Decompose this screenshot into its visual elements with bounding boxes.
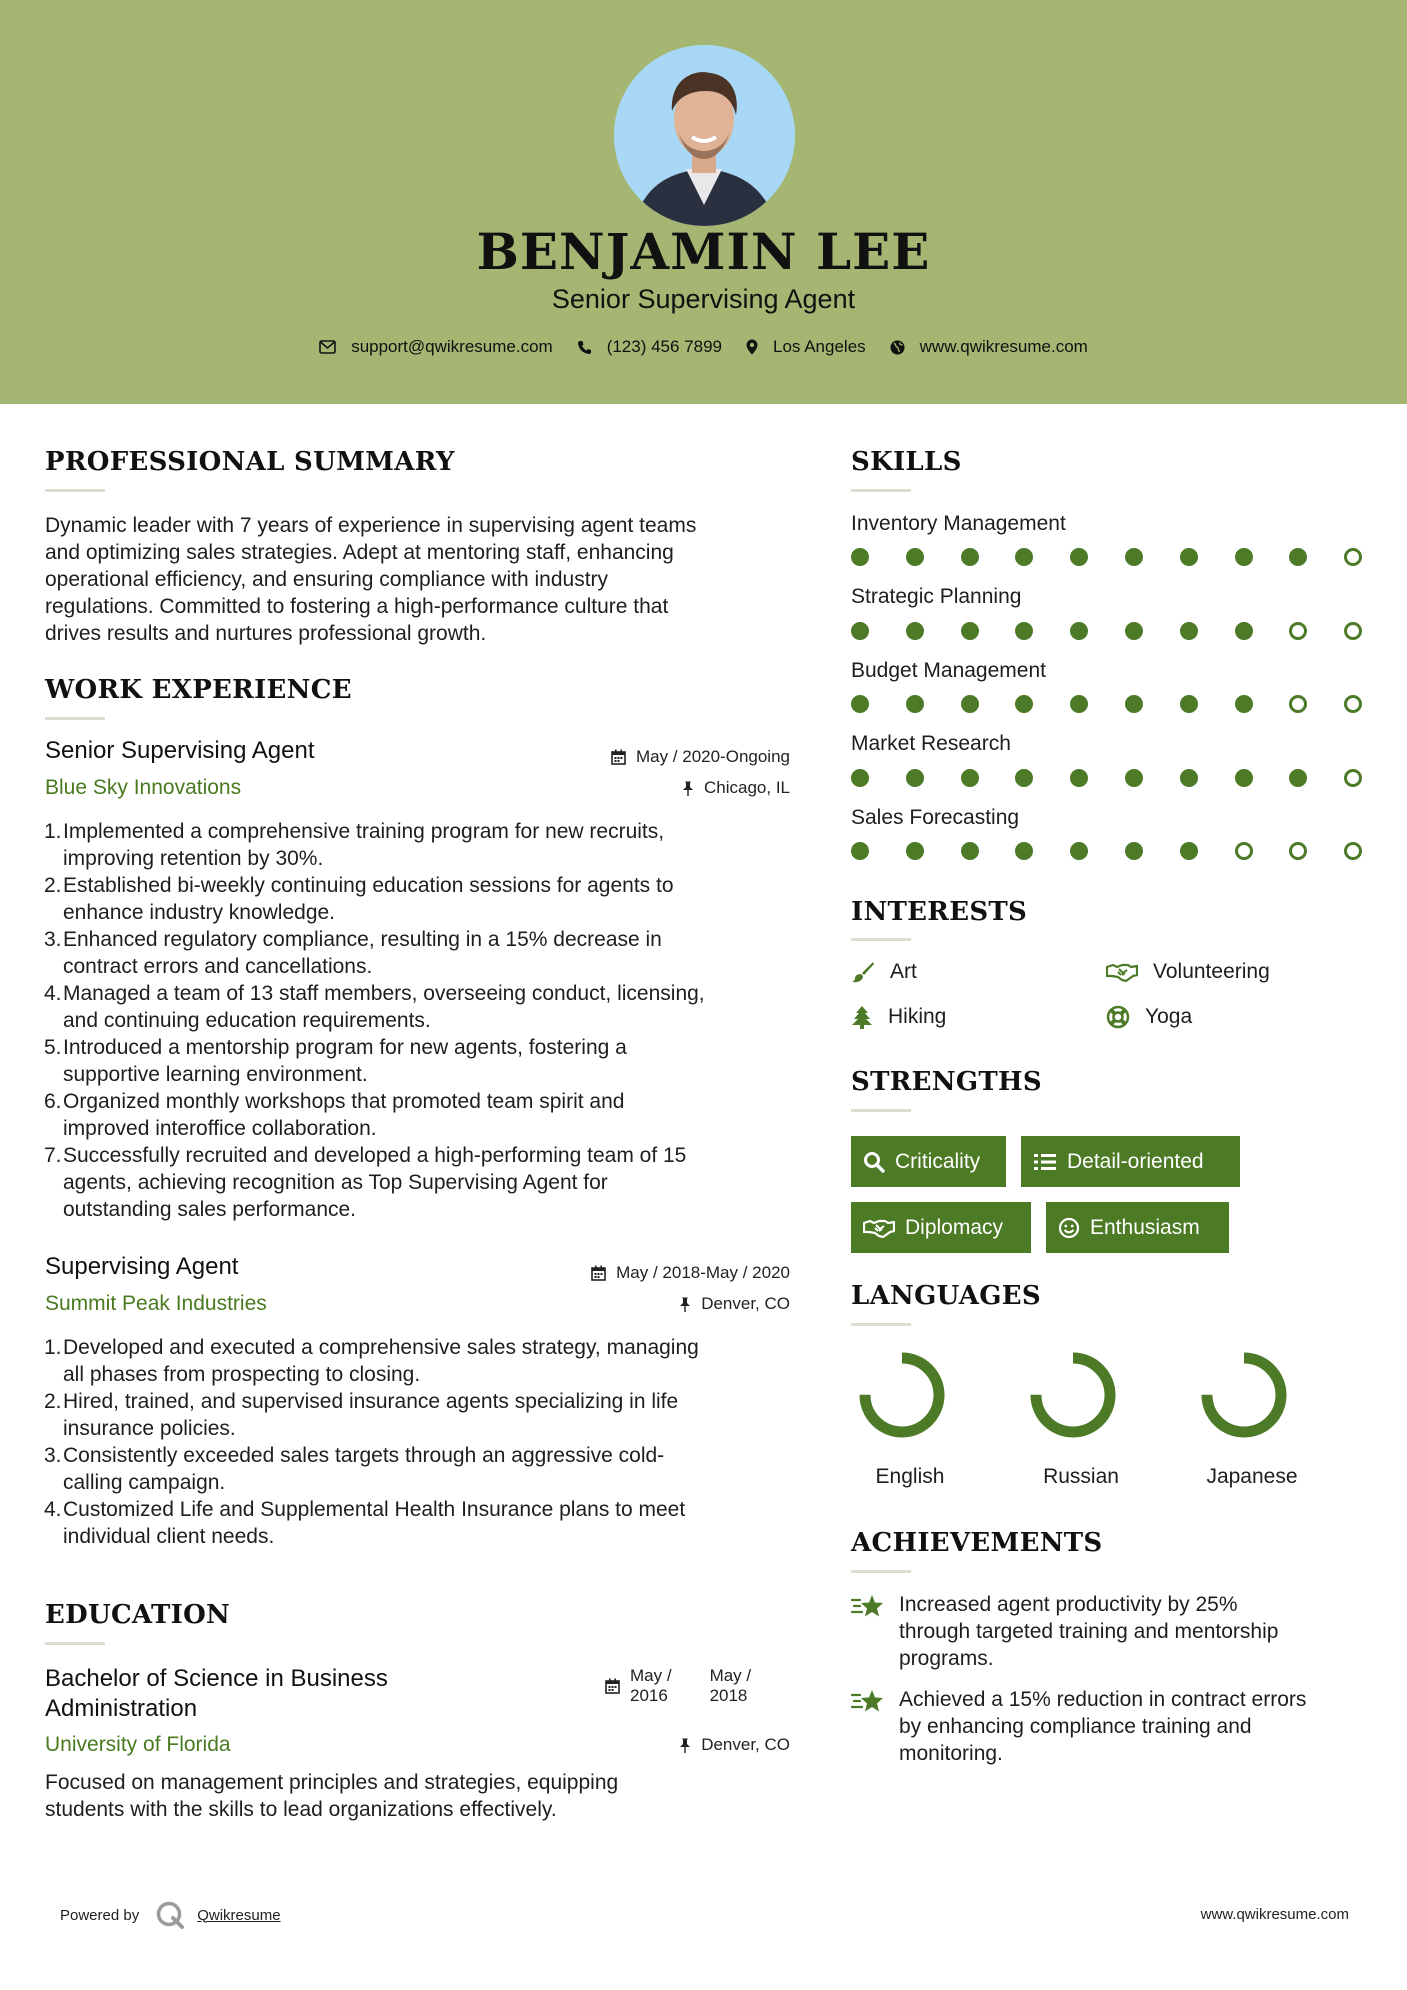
achievement-item: Increased agent productivity by 25% through targeted training and mentorship programs.	[851, 1591, 1371, 1672]
skill-dot-filled	[851, 695, 869, 713]
website-text: www.qwikresume.com	[919, 337, 1088, 356]
summary-text	[45, 512, 805, 647]
skill-dot-filled	[961, 769, 979, 787]
skill-dot-filled	[1180, 622, 1198, 640]
job-dates	[611, 747, 790, 767]
profile-photo	[614, 45, 795, 226]
degree-line: Administration	[45, 1695, 198, 1722]
strength-tag: Diplomacy	[851, 1202, 1031, 1253]
skill-dot-empty	[1344, 695, 1362, 713]
skill-dot-filled	[961, 622, 979, 640]
skills-heading: SKILLS	[851, 447, 962, 477]
experience-heading: WORK EXPERIENCE	[45, 675, 352, 705]
summary-line: Dynamic leader with 7 years of experience in supervising agent teams	[45, 514, 697, 537]
skill-dot-filled	[1180, 695, 1198, 713]
job-location	[682, 778, 790, 798]
skill-dot-filled	[1235, 548, 1253, 566]
summary-line: drives results and nurtures professional growth.	[45, 622, 487, 645]
calendar-icon	[611, 749, 626, 765]
skill-dot-filled	[851, 548, 869, 566]
qwikresume-link[interactable]: Qwikresume	[197, 1906, 281, 1924]
qwikresume-logo-icon	[155, 1900, 185, 1930]
language-progress-arc	[1036, 1358, 1110, 1432]
skill-dot-filled	[961, 695, 979, 713]
section-divider	[45, 489, 105, 492]
star-award-icon	[851, 1688, 885, 1714]
language-progress-arc	[1207, 1358, 1281, 1432]
skill-dot-filled	[1289, 548, 1307, 566]
job-dates	[591, 1263, 790, 1283]
section-divider	[851, 1323, 911, 1326]
languages-heading: LANGUAGES	[851, 1281, 1041, 1311]
skill-rating	[851, 622, 1361, 642]
achievements-heading: ACHIEVEMENTS	[851, 1528, 1103, 1558]
strength-tag: Enthusiasm	[1046, 1202, 1229, 1253]
skill-dot-filled	[1070, 548, 1088, 566]
skill-dot-empty	[1344, 622, 1362, 640]
skill-name: Budget Management	[851, 659, 1046, 682]
list-item: 7. Successfully recruited and developed a high-performing team of 15 agents, achieving recognition as Top Supervising Agent for outstanding sales performance.	[44, 1144, 687, 1221]
section-divider	[851, 1570, 911, 1573]
list-item: 4. Managed a team of 13 staff members, overseeing conduct, licensing, and continuing education requirements.	[44, 982, 705, 1032]
skill-dot-filled	[1289, 769, 1307, 787]
skill-name: Strategic Planning	[851, 585, 1022, 608]
skill-dot-filled	[851, 622, 869, 640]
list-item: 4. Customized Life and Supplemental Health Insurance plans to meet individual client needs.	[44, 1498, 686, 1548]
skill-rating	[851, 695, 1361, 715]
job-title: Supervising Agent	[45, 1253, 239, 1280]
section-divider	[45, 1642, 105, 1645]
phone-icon	[577, 340, 592, 355]
job-location-text: Chicago, IL	[704, 778, 790, 797]
skill-dot-empty	[1344, 769, 1362, 787]
skill-name: Inventory Management	[851, 512, 1066, 535]
contact-email[interactable]	[319, 337, 553, 357]
skill-dot-filled	[1015, 622, 1033, 640]
email-text: support@qwikresume.com	[351, 337, 553, 356]
skill-rating	[851, 769, 1361, 789]
section-divider	[851, 938, 911, 941]
skill-rating	[851, 842, 1361, 862]
list-item: 6. Organized monthly workshops that promoted team spirit and improved interoffice collaboration.	[44, 1090, 625, 1140]
smile-icon	[1058, 1217, 1080, 1239]
star-award-icon	[851, 1593, 885, 1619]
summary-line: operational efficiency, and ensuring compliance with industry	[45, 568, 609, 591]
skill-dot-filled	[1070, 769, 1088, 787]
skill-rating	[851, 548, 1361, 568]
skill-dot-filled	[1125, 548, 1143, 566]
skill-dot-empty	[1289, 622, 1307, 640]
pushpin-icon	[679, 1297, 691, 1312]
company-name: Summit Peak Industries	[45, 1292, 267, 1315]
job-dates-text: May / 2020-Ongoing	[635, 747, 790, 766]
job-achievements-list	[44, 1334, 784, 1550]
skill-dot-filled	[906, 548, 924, 566]
section-divider	[851, 489, 911, 492]
contact-location	[746, 337, 866, 357]
skill-dot-filled	[906, 622, 924, 640]
list-item: 1. Implemented a comprehensive training program for new recruits, improving retention by 30%.	[44, 820, 665, 870]
phone-text: (123) 456 7899	[606, 337, 723, 356]
education-end: May / 2018	[709, 1666, 752, 1705]
summary-line: regulations. Committed to fostering a high-performance culture that	[45, 595, 669, 618]
skill-dot-filled	[851, 842, 869, 860]
job-dates-text: May / 2018-May / 2020	[616, 1263, 790, 1282]
degree-line: Bachelor of Science in Business	[45, 1665, 388, 1692]
tree-icon	[851, 1005, 873, 1029]
interest-item: Hiking	[851, 1005, 946, 1029]
school-name: University of Florida	[45, 1733, 231, 1756]
skill-dot-filled	[1235, 622, 1253, 640]
skill-dot-empty	[1235, 842, 1253, 860]
list-item: 2. Hired, trained, and supervised insurance agents specializing in life insurance policies.	[44, 1390, 679, 1440]
education-dates	[605, 1666, 751, 1706]
powered-by	[60, 1900, 281, 1930]
list-item: 5. Introduced a mentorship program for new agents, fostering a supportive learning environment.	[44, 1036, 627, 1086]
skill-dot-empty	[1289, 842, 1307, 860]
contact-bar	[0, 337, 1407, 357]
resume-header	[0, 0, 1407, 404]
skill-dot-filled	[906, 695, 924, 713]
education-description: Focused on management principles and strategies, equipping students with the skills to lead organizations effectively.	[45, 1771, 619, 1821]
job-achievements-list	[44, 818, 784, 1223]
summary-line: and optimizing sales strategies. Adept at mentoring staff, enhancing	[45, 541, 674, 564]
list-item: 2. Established bi-weekly continuing education sessions for agents to enhance industry knowledge.	[44, 874, 674, 924]
candidate-name: BENJAMIN LEE	[476, 222, 931, 281]
skill-dot-filled	[1125, 695, 1143, 713]
candidate-role: Senior Supervising Agent	[551, 284, 856, 314]
interest-item: Volunteering	[1106, 960, 1270, 984]
skill-dot-filled	[1180, 769, 1198, 787]
job-title: Senior Supervising Agent	[45, 737, 315, 764]
language-name: Russian	[1043, 1465, 1119, 1488]
education-start: May / 2016	[630, 1666, 672, 1705]
contact-website[interactable]	[890, 337, 1088, 357]
skill-dot-empty	[1344, 842, 1362, 860]
degree-title	[45, 1664, 388, 1724]
handshake-icon	[1106, 962, 1138, 982]
section-divider	[851, 1109, 911, 1112]
globe-icon	[890, 340, 905, 355]
lifering-icon	[1106, 1005, 1130, 1029]
section-divider	[45, 717, 105, 720]
list-icon	[1033, 1152, 1057, 1172]
person-avatar-icon	[614, 45, 795, 226]
language-progress-arc	[865, 1358, 939, 1432]
education-heading: EDUCATION	[45, 1600, 231, 1630]
skill-dot-filled	[1180, 548, 1198, 566]
company-name: Blue Sky Innovations	[45, 776, 242, 799]
skill-dot-filled	[1180, 842, 1198, 860]
job-location	[679, 1294, 790, 1314]
language-progress-ring	[857, 1350, 947, 1440]
list-item: 3. Consistently exceeded sales targets through an aggressive cold- calling campaign.	[44, 1444, 665, 1494]
skill-dot-filled	[1125, 622, 1143, 640]
interest-item: Art	[851, 960, 917, 984]
skill-name: Sales Forecasting	[851, 806, 1020, 829]
language-progress-ring	[1199, 1350, 1289, 1440]
skill-dot-filled	[1070, 695, 1088, 713]
skill-dot-filled	[961, 548, 979, 566]
strength-tag: Criticality	[851, 1136, 1006, 1187]
list-item: 3. Enhanced regulatory compliance, resulting in a 15% decrease in contract errors and cancellations.	[44, 928, 662, 978]
skill-dot-filled	[906, 769, 924, 787]
language-progress-ring	[1028, 1350, 1118, 1440]
handshake-icon	[863, 1218, 895, 1238]
job-location-text: Denver, CO	[701, 1294, 790, 1313]
skill-dot-filled	[1235, 695, 1253, 713]
footer-website[interactable]: www.qwikresume.com	[1200, 1906, 1349, 1923]
pushpin-icon	[679, 1738, 691, 1753]
interests-heading: INTERESTS	[851, 897, 1028, 927]
map-pin-icon	[746, 339, 758, 355]
language-name: Japanese	[1206, 1465, 1298, 1488]
skill-dot-filled	[1015, 548, 1033, 566]
skill-dot-filled	[1070, 842, 1088, 860]
list-item: 1. Developed and executed a comprehensive sales strategy, managing all phases from prospecting to closing.	[44, 1336, 699, 1386]
skill-dot-filled	[961, 842, 979, 860]
education-location	[679, 1735, 790, 1755]
education-location-text: Denver, CO	[701, 1735, 790, 1754]
search-icon	[863, 1151, 885, 1173]
skill-dot-empty	[1289, 695, 1307, 713]
skill-dot-filled	[851, 769, 869, 787]
skill-dot-filled	[1015, 695, 1033, 713]
skill-dot-empty	[1344, 548, 1362, 566]
contact-phone[interactable]	[577, 337, 722, 357]
interest-item: Yoga	[1106, 1005, 1192, 1029]
achievement-item: Achieved a 15% reduction in contract errors by enhancing compliance training and monitoring.	[851, 1686, 1371, 1767]
envelope-icon	[319, 340, 336, 354]
skill-dot-filled	[1015, 769, 1033, 787]
skill-dot-filled	[1070, 622, 1088, 640]
skill-dot-filled	[1015, 842, 1033, 860]
paintbrush-icon	[851, 961, 875, 983]
powered-by-text: Powered by	[60, 1906, 140, 1924]
calendar-icon	[605, 1678, 620, 1694]
language-name: English	[875, 1465, 945, 1488]
strengths-heading: STRENGTHS	[851, 1067, 1042, 1097]
strength-tag: Detail-oriented	[1021, 1136, 1240, 1187]
location-text: Los Angeles	[773, 337, 866, 356]
pushpin-icon	[682, 781, 694, 796]
skill-dot-filled	[1235, 769, 1253, 787]
skill-dot-filled	[1125, 769, 1143, 787]
skill-dot-filled	[906, 842, 924, 860]
skill-dot-filled	[1125, 842, 1143, 860]
skill-name: Market Research	[851, 732, 1011, 755]
summary-heading: PROFESSIONAL SUMMARY	[45, 447, 455, 477]
calendar-icon	[591, 1265, 606, 1281]
